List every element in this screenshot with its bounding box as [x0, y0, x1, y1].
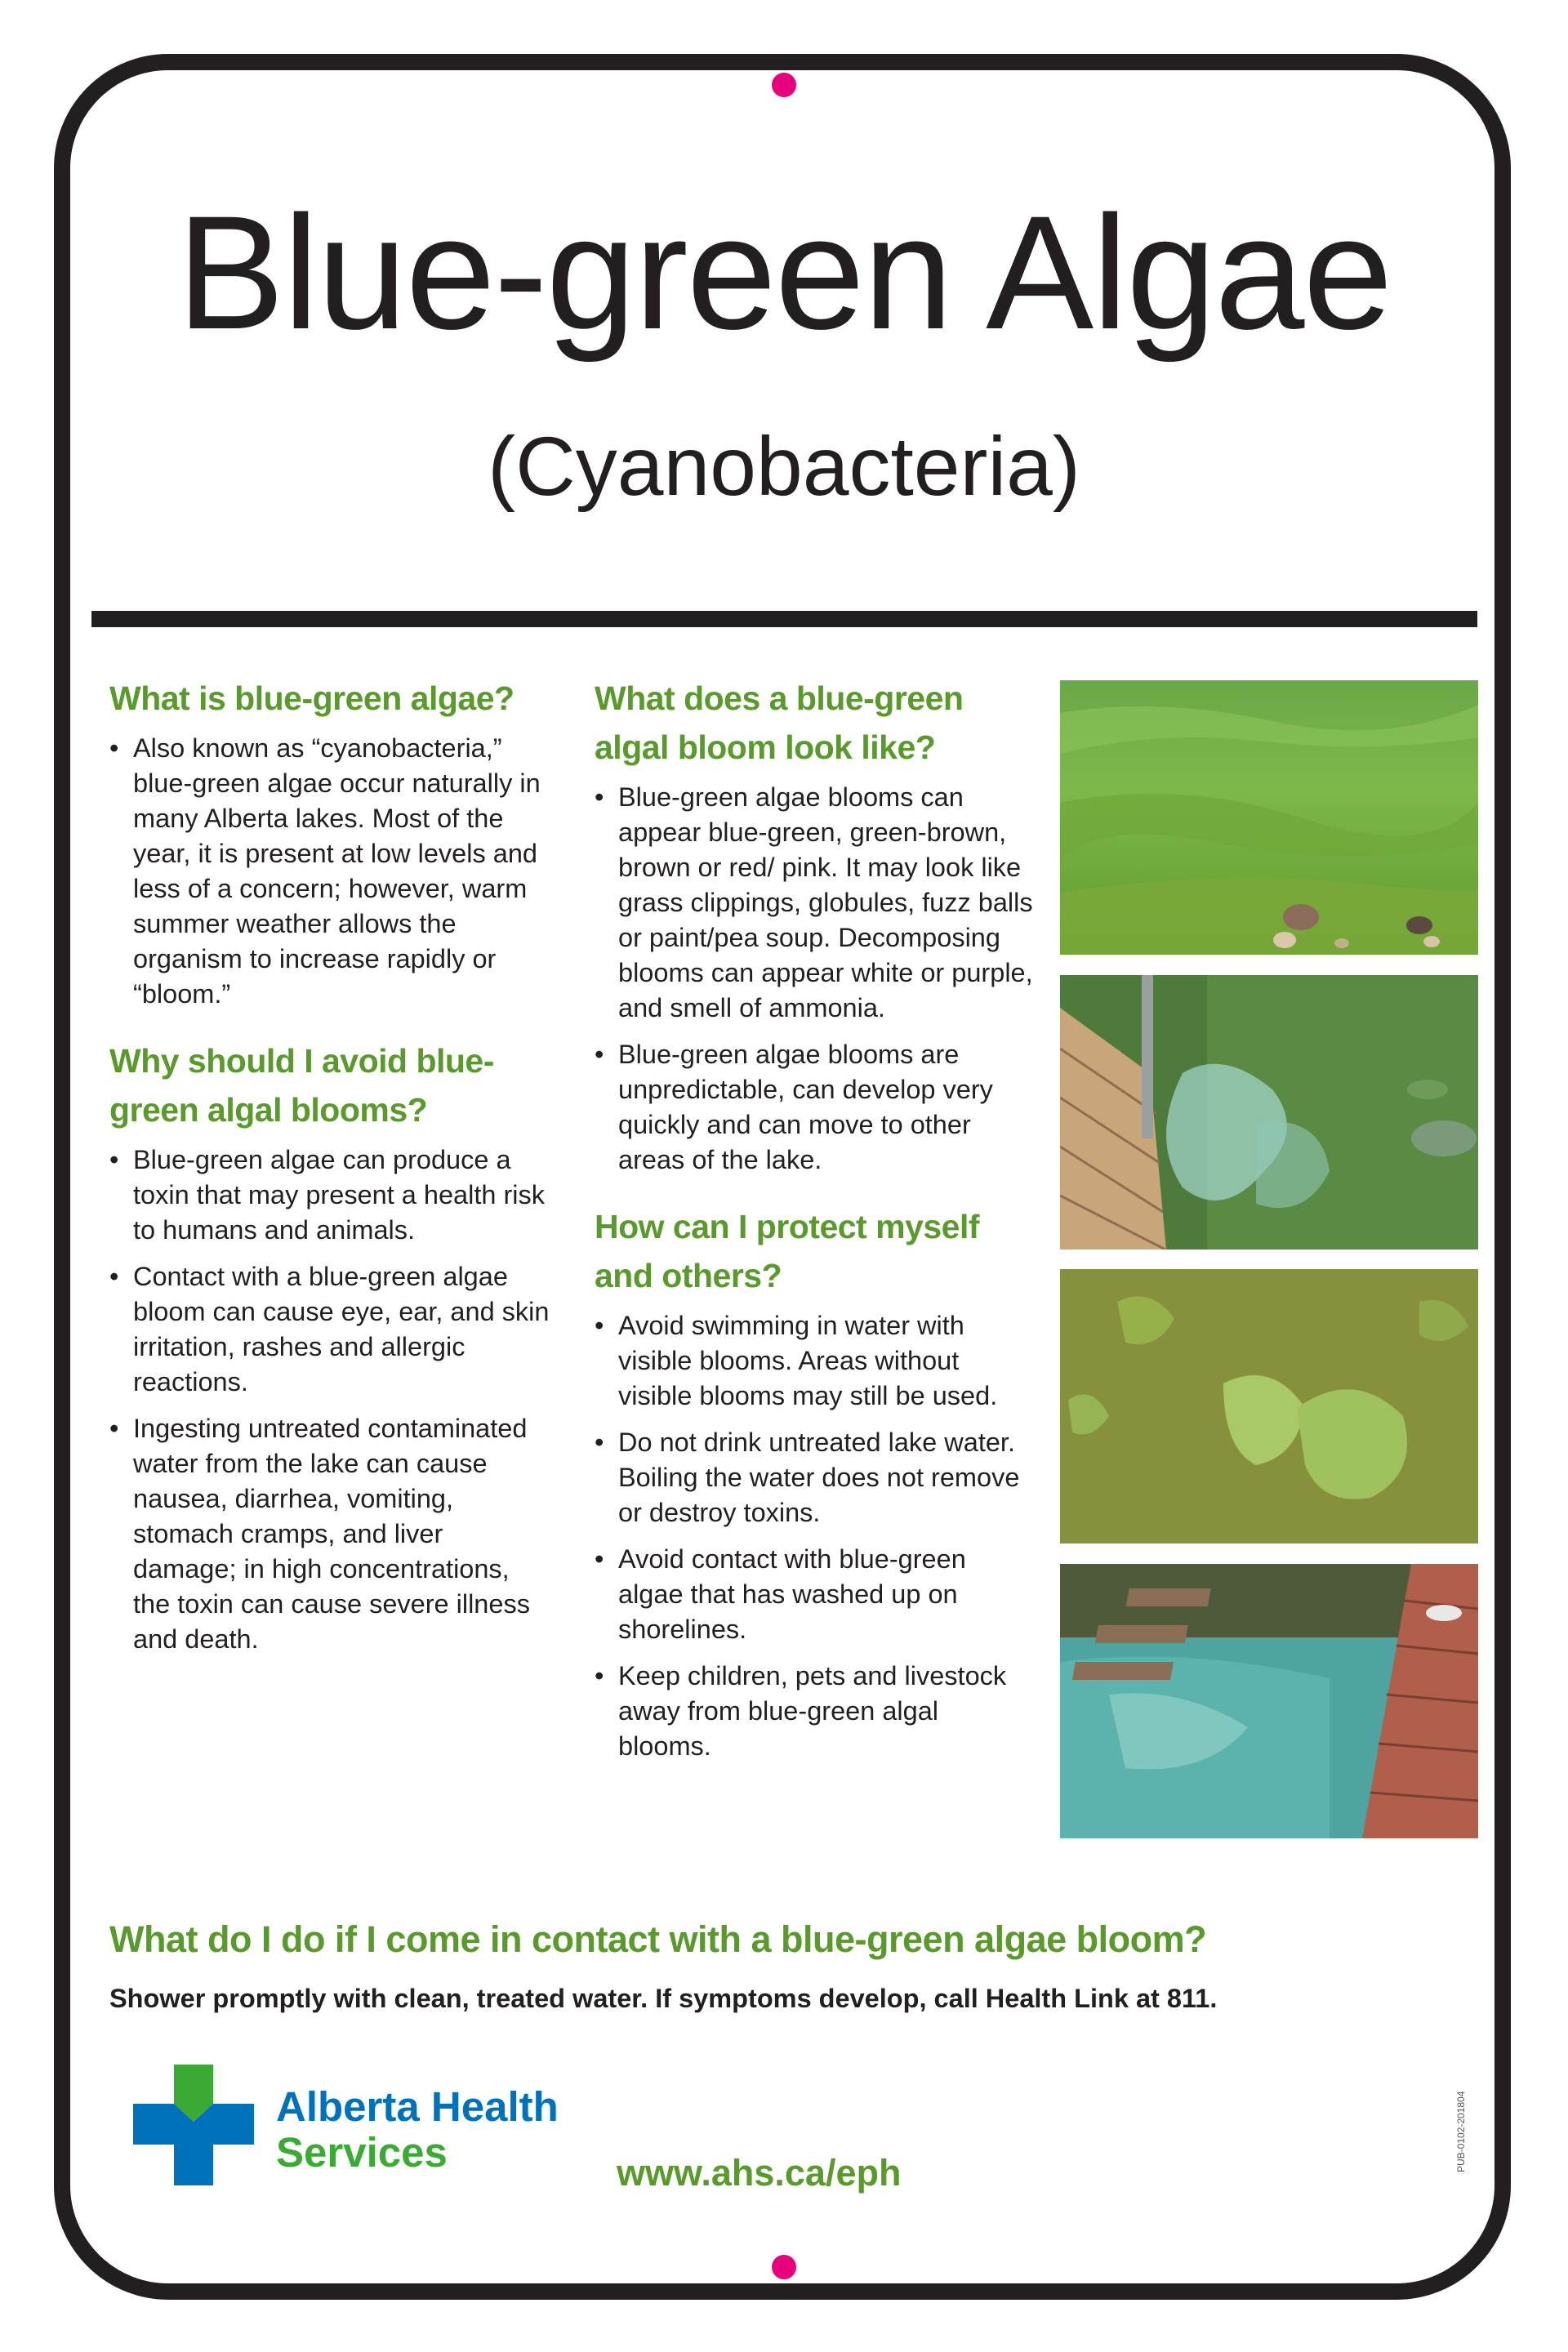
bullet-list-look-like — [595, 780, 1036, 1178]
bullet-list-why-avoid — [109, 1143, 550, 1657]
bullet-item: • Keep children, pets and livestock away from blue-green algal blooms. — [595, 1659, 1036, 1764]
middle-column — [595, 674, 1036, 1788]
bullet-item: • Blue-green algae can produce a toxin that may present a health risk to humans and animals. — [109, 1143, 550, 1248]
ahs-wordmark-line1: Alberta Health — [276, 2083, 559, 2130]
page-subtitle: (Cyanobacteria) — [488, 420, 1080, 513]
bullet-item: • Also known as “cyanobacteria,” blue-green algae occur naturally in many Alberta lakes. Most of the year, it is present at low levels and less of a concern; however, warm summer weather allows the organism to increase rapidly or “bloom.” — [109, 731, 550, 1012]
photo-bloom-floating-mats — [1060, 1269, 1478, 1544]
mounting-hole-bottom — [772, 2255, 796, 2279]
mounting-hole-top — [772, 73, 796, 97]
ahs-wordmark-line2: Services — [276, 2129, 448, 2176]
website-link[interactable]: www.ahs.ca/eph — [617, 2152, 902, 2194]
bullet-list-what-is — [109, 731, 550, 1012]
page-title: Blue-green Algae — [176, 182, 1392, 363]
section-heading-protect: How can I protect myself and others? — [595, 1208, 980, 1294]
contact-question-heading: What do I do if I come in contact with a blue-green algae bloom? — [109, 1918, 1207, 1960]
section-heading-what-is: What is blue-green algae? — [109, 679, 514, 717]
bullet-item: • Ingesting untreated contaminated water from the lake can cause nausea, diarrhea, vomiting, stomach cramps, and liver damage; in high concentrations, the toxin can cause severe illness and death. — [109, 1411, 550, 1657]
bullet-item: • Blue-green algae blooms can appear blue-green, green-brown, brown or red/ pink. It may look like grass clippings, globules, fuzz balls or paint/pea soup. Decomposing blooms can appear white or purple, and smell of ammonia. — [595, 780, 1036, 1026]
photo-green-bloom-shoreline — [1060, 680, 1478, 955]
ahs-cross-icon — [133, 2065, 264, 2187]
bullet-item: • Avoid swimming in water with visible blooms. Areas without visible blooms may still be used. — [595, 1308, 1036, 1414]
photo-bloom-at-stairs — [1060, 1564, 1478, 1838]
photo-bloom-near-dock — [1060, 975, 1478, 1250]
contact-answer: Shower promptly with clean, treated water. If symptoms develop, call Health Link at 811. — [109, 1984, 1218, 2013]
bullet-item: • Blue-green algae blooms are unpredictable, can develop very quickly and can move to other areas of the lake. — [595, 1037, 1036, 1178]
section-heading-look-like: What does a blue-green algal bloom look like? — [595, 679, 964, 766]
bullet-list-protect — [595, 1308, 1036, 1764]
ahs-wordmark — [276, 2084, 559, 2176]
left-column — [109, 674, 550, 1682]
bullet-item: • Do not drink untreated lake water. Boiling the water does not remove or destroy toxins. — [595, 1425, 1036, 1530]
section-heading-why-avoid: Why should I avoid blue-green algal blooms? — [109, 1042, 494, 1129]
ahs-logo — [133, 2065, 574, 2195]
publication-code: PUB-0102-201804 — [1455, 2091, 1467, 2172]
bullet-item: • Contact with a blue-green algae bloom can cause eye, ear, and skin irritation, rashes and allergic reactions. — [109, 1259, 550, 1400]
bullet-item: • Avoid contact with blue-green algae that has washed up on shorelines. — [595, 1542, 1036, 1647]
title-divider — [91, 611, 1477, 627]
